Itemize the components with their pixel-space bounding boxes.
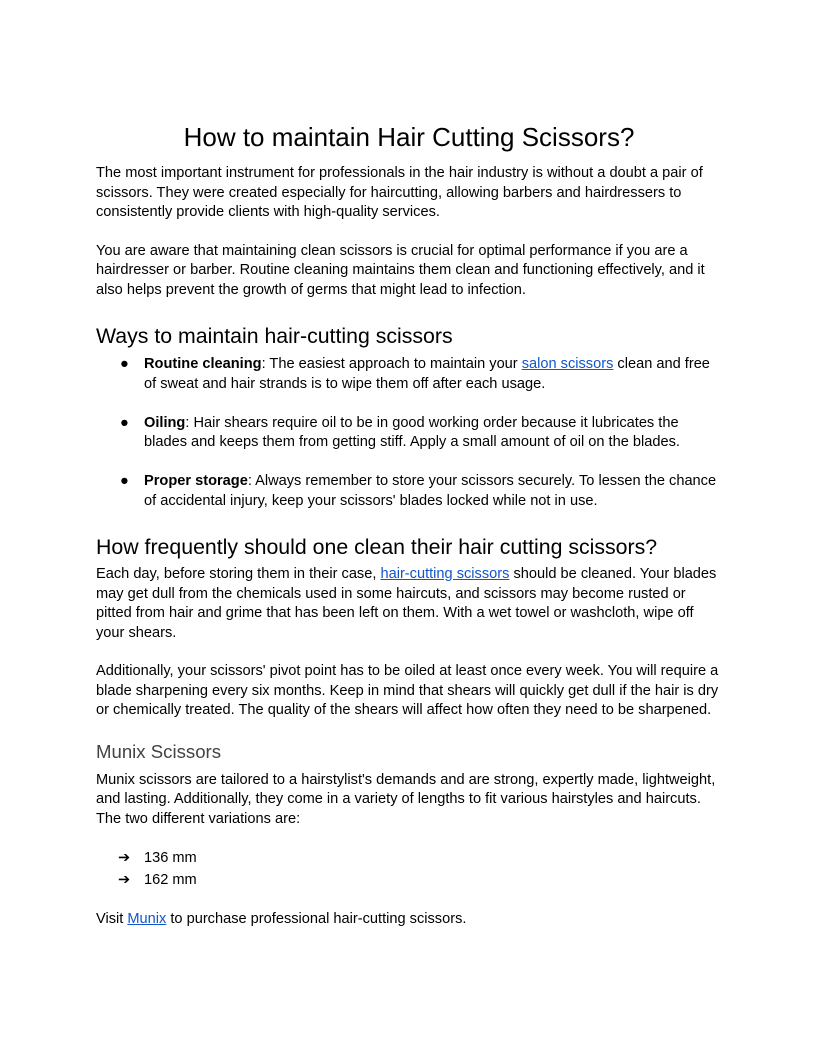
intro-paragraph-2: You are aware that maintaining clean scissors is crucial for optimal performance if you are a hairdresser or barber. Routine cleaning maintains them clean and functioning effectively, and it also helps prevent the growth of germs that might lead to infection.: [96, 242, 705, 298]
item-text: clean and free of sweat and hair strands is to wipe them off after each usage.: [144, 356, 710, 392]
paragraph-text: should be cleaned. Your blades may get dull from the chemicals used in some haircuts, and scissors may become rusted or pitted from hair and grime that has been left on them. With a wet towel or washcloth, wipe off your shears.: [96, 566, 717, 641]
list-item: [96, 414, 722, 453]
document-title: How to maintain Hair Cutting Scissors?: [183, 122, 635, 152]
munix-heading: Munix Scissors: [96, 740, 222, 762]
list-item: [96, 870, 722, 892]
salon-scissors-link[interactable]: salon scissors: [521, 356, 614, 372]
list-item: [96, 472, 722, 511]
item-text: : Always remember to store your scissors securely. To lessen the chance of accidental injury, keep your scissors' blades locked while not in use.: [144, 473, 717, 509]
list-item: [96, 848, 722, 870]
munix-link[interactable]: Munix: [127, 911, 167, 927]
ways-list: [96, 355, 722, 511]
frequency-paragraph-2: Additionally, your scissors' pivot point has to be oiled at least once every week. You will require a blade sharpening every six months. Keep in mind that shears will quickly get dull if the hair is dry or chemically treated. The quality of the shears will affect how often they need to be sharpened.: [96, 663, 719, 718]
item-label: Oiling: [144, 414, 186, 431]
item-label: Routine cleaning: [144, 356, 262, 372]
variation-text: 136 mm: [144, 850, 197, 866]
variation-text: 162 mm: [144, 871, 197, 888]
item-label: Proper storage: [144, 473, 248, 489]
item-text: : The easiest approach to maintain your: [261, 356, 522, 372]
list-item: [96, 355, 722, 394]
munix-paragraph: Munix scissors are tailored to a hairstylist's demands and are strong, expertly made, lightweight, and lasting. Additionally, they come in a variety of lengths to fit various hairstyles and haircuts. The two different variations are:: [96, 771, 716, 827]
frequency-heading: How frequently should one clean their hair cutting scissors?: [96, 535, 658, 559]
arrow-right-icon: ➔: [118, 850, 131, 866]
bullet-icon: ●: [120, 356, 129, 372]
intro-paragraph-1: The most important instrument for professionals in the hair industry is without a doubt a pair of scissors. They were created especially for haircutting, allowing barbers and hairdressers to consistently provide clients with high-quality services.: [96, 165, 703, 220]
paragraph-text: Visit: [96, 911, 128, 927]
frequency-paragraph-1: [96, 565, 722, 643]
arrow-right-icon: ➔: [118, 871, 131, 888]
paragraph-text: to purchase professional hair-cutting scissors.: [166, 911, 467, 927]
paragraph-text: Each day, before storing them in their case,: [96, 566, 381, 582]
item-text: : Hair shears require oil to be in good working order because it lubricates the blades and keeps them from getting stiff. Apply a small amount of oil on the blades.: [144, 414, 680, 450]
variations-list: [96, 848, 722, 891]
hair-cutting-scissors-link[interactable]: hair-cutting scissors: [380, 566, 510, 582]
visit-paragraph: [96, 910, 722, 930]
bullet-icon: ●: [120, 414, 129, 431]
document-page: [96, 118, 722, 930]
ways-heading: Ways to maintain hair-cutting scissors: [96, 324, 453, 348]
bullet-icon: ●: [120, 473, 129, 489]
